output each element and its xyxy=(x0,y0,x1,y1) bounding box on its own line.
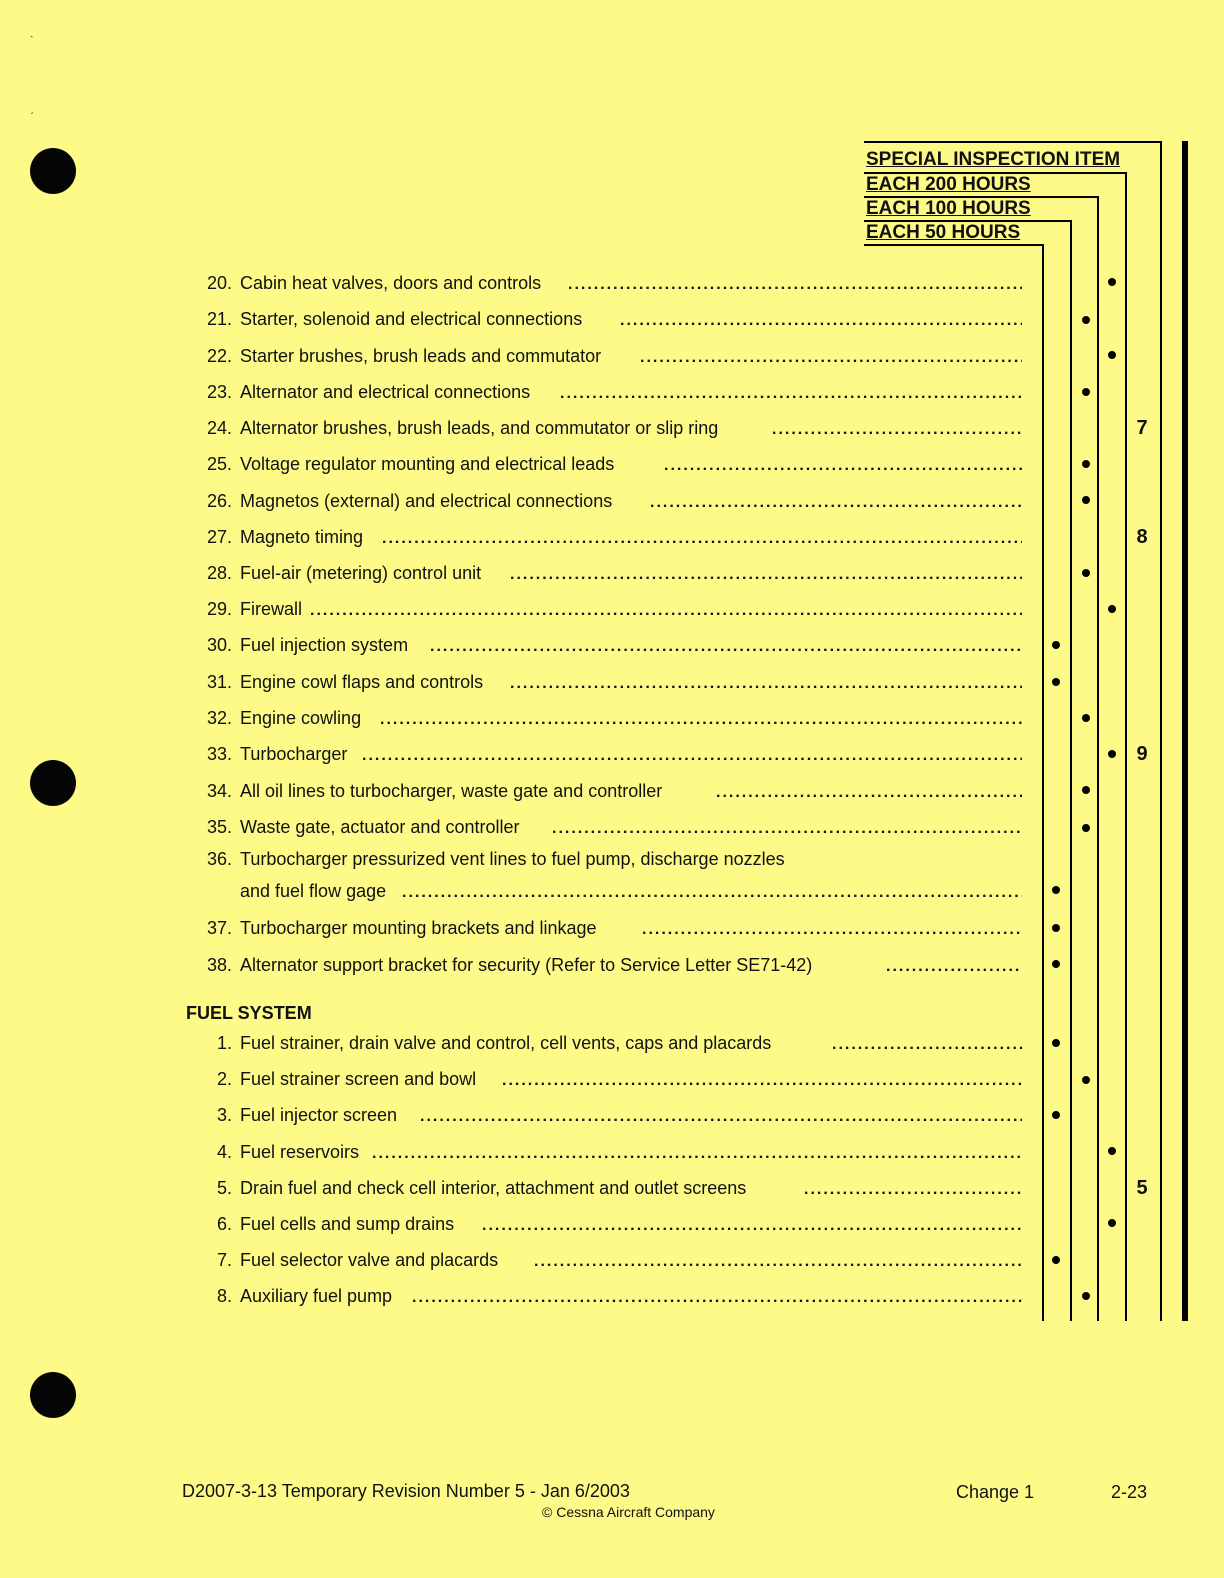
dot-leader xyxy=(430,636,1022,658)
dot-leader xyxy=(640,347,1022,369)
item-text: Firewall xyxy=(240,599,303,619)
item-text: Fuel cells and sump drains xyxy=(240,1214,455,1234)
dot-leader xyxy=(772,419,1022,441)
column-header-special: SPECIAL INSPECTION ITEM xyxy=(866,149,1121,170)
item-number: 6. xyxy=(216,1214,232,1234)
binder-hole-middle xyxy=(30,760,76,806)
item-text: Engine cowl flaps and controls xyxy=(240,672,484,692)
item-number: 28. xyxy=(206,563,232,583)
interval-bullet-100 xyxy=(1082,316,1090,324)
item-text: Fuel reservoirs xyxy=(240,1142,360,1162)
item-number: 38. xyxy=(206,955,232,975)
dot-leader xyxy=(510,564,1022,586)
header-rule-left xyxy=(864,244,1044,246)
dot-leader xyxy=(886,956,1022,978)
dot-leader xyxy=(412,1287,1022,1309)
item-text: Auxiliary fuel pump xyxy=(240,1286,393,1306)
item-number: 23. xyxy=(206,382,232,402)
dot-leader xyxy=(568,274,1022,296)
dot-leader xyxy=(310,600,1022,622)
item-number: 25. xyxy=(206,454,232,474)
interval-bullet-200 xyxy=(1108,1147,1116,1155)
item-text: Waste gate, actuator and controller xyxy=(240,817,520,837)
scan-speck: ˏ xyxy=(30,103,34,115)
item-text: Fuel injection system xyxy=(240,635,409,655)
item-number: 37. xyxy=(206,918,232,938)
dot-leader xyxy=(650,492,1022,514)
item-number: 4. xyxy=(216,1142,232,1162)
item-number: 29. xyxy=(206,599,232,619)
item-text: Alternator brushes, brush leads, and commutator or slip ring xyxy=(240,418,719,438)
item-number: 35. xyxy=(206,817,232,837)
dot-leader xyxy=(362,745,1022,767)
interval-bullet-200 xyxy=(1108,1219,1116,1227)
binder-hole-bottom xyxy=(30,1372,76,1418)
change-bar xyxy=(1182,141,1188,1321)
interval-bullet-200 xyxy=(1108,351,1116,359)
item-text: All oil lines to turbocharger, waste gate and controller xyxy=(240,781,663,801)
dot-leader xyxy=(560,383,1022,405)
item-number: 2. xyxy=(216,1069,232,1089)
interval-bullet-50 xyxy=(1052,1111,1060,1119)
interval-bullet-50 xyxy=(1052,678,1060,686)
column-header-200-hours: EACH 200 HOURS xyxy=(866,174,1031,195)
item-text: Fuel strainer screen and bowl xyxy=(240,1069,477,1089)
binder-hole-top xyxy=(30,148,76,194)
interval-bullet-100 xyxy=(1082,569,1090,577)
interval-bullet-100 xyxy=(1082,714,1090,722)
item-text: Turbocharger pressurized vent lines to fuel pump, discharge nozzles xyxy=(240,849,785,869)
item-number: 21. xyxy=(206,309,232,329)
item-text: Drain fuel and check cell interior, attachment and outlet screens xyxy=(240,1178,747,1198)
item-text: Alternator and electrical connections xyxy=(240,382,531,402)
dot-leader xyxy=(642,919,1022,941)
special-inspection-reference: 7 xyxy=(1136,417,1148,439)
interval-bullet-50 xyxy=(1052,886,1060,894)
item-number: 20. xyxy=(206,273,232,293)
copyright-notice: © Cessna Aircraft Company xyxy=(542,1504,715,1520)
dot-leader xyxy=(382,528,1022,550)
dot-leader xyxy=(534,1251,1022,1273)
special-inspection-reference: 8 xyxy=(1136,526,1148,548)
item-number: 33. xyxy=(206,744,232,764)
interval-bullet-100 xyxy=(1082,460,1090,468)
dot-leader xyxy=(420,1106,1022,1128)
interval-bullet-50 xyxy=(1052,924,1060,932)
item-text: Voltage regulator mounting and electrical leads xyxy=(240,454,615,474)
special-inspection-reference: 5 xyxy=(1136,1177,1148,1199)
interval-bullet-100 xyxy=(1082,786,1090,794)
dot-leader xyxy=(482,1215,1022,1237)
interval-bullet-50 xyxy=(1052,1039,1060,1047)
item-text-continued: and fuel flow gage xyxy=(240,881,387,901)
interval-bullet-50 xyxy=(1052,960,1060,968)
dot-leader xyxy=(402,882,1022,904)
dot-leader xyxy=(510,673,1022,695)
special-column-line xyxy=(1160,141,1162,1321)
item-text: Engine cowling xyxy=(240,708,362,728)
page-number: 2-23 xyxy=(1111,1482,1148,1502)
item-number: 32. xyxy=(206,708,232,728)
scan-speck: ˋ xyxy=(30,35,34,47)
section-heading: FUEL SYSTEM xyxy=(186,1003,312,1023)
item-number: 30. xyxy=(206,635,232,655)
item-number: 1. xyxy=(216,1033,232,1053)
change-number: Change 1 xyxy=(956,1482,1035,1502)
interval-bullet-200 xyxy=(1108,278,1116,286)
item-number: 24. xyxy=(206,418,232,438)
item-number: 34. xyxy=(206,781,232,801)
item-text: Fuel injector screen xyxy=(240,1105,398,1125)
item-text: Starter brushes, brush leads and commutator xyxy=(240,346,602,366)
interval-bullet-50 xyxy=(1052,1256,1060,1264)
interval-bullet-200 xyxy=(1108,750,1116,758)
item-number: 36. xyxy=(206,849,232,869)
special-inspection-reference: 9 xyxy=(1136,743,1148,765)
dot-leader xyxy=(380,709,1022,731)
column-left-line xyxy=(1042,244,1044,1321)
item-text: Alternator support bracket for security (Refer to Service Letter SE71-42) xyxy=(240,955,813,975)
item-number: 7. xyxy=(216,1250,232,1270)
item-text: Magnetos (external) and electrical connections xyxy=(240,491,613,511)
item-text: Fuel-air (metering) control unit xyxy=(240,563,482,583)
dot-leader xyxy=(832,1034,1022,1056)
interval-bullet-100 xyxy=(1082,1292,1090,1300)
column-200-line xyxy=(1125,172,1127,1321)
column-50-line xyxy=(1070,220,1072,1321)
dot-leader xyxy=(620,310,1022,332)
dot-leader xyxy=(552,818,1022,840)
dot-leader xyxy=(372,1143,1022,1165)
item-text: Turbocharger mounting brackets and linkage xyxy=(240,918,597,938)
item-text: Fuel selector valve and placards xyxy=(240,1250,499,1270)
document-revision: D2007-3-13 Temporary Revision Number 5 - Jan 6/2003 xyxy=(182,1481,630,1501)
item-text: Magneto timing xyxy=(240,527,364,547)
interval-bullet-100 xyxy=(1082,824,1090,832)
dot-leader xyxy=(716,782,1022,804)
item-number: 26. xyxy=(206,491,232,511)
dot-leader xyxy=(664,455,1022,477)
item-number: 3. xyxy=(216,1105,232,1125)
interval-bullet-100 xyxy=(1082,388,1090,396)
item-number: 5. xyxy=(216,1178,232,1198)
item-number: 27. xyxy=(206,527,232,547)
item-number: 31. xyxy=(206,672,232,692)
item-text: Turbocharger xyxy=(240,744,348,764)
interval-bullet-200 xyxy=(1108,605,1116,613)
header-top-rule xyxy=(864,141,1162,143)
column-100-line xyxy=(1097,196,1099,1321)
column-header-50-hours: EACH 50 HOURS xyxy=(866,222,1021,243)
interval-bullet-50 xyxy=(1052,641,1060,649)
dot-leader xyxy=(502,1070,1022,1092)
item-number: 8. xyxy=(216,1286,232,1306)
item-number: 22. xyxy=(206,346,232,366)
column-header-100-hours: EACH 100 HOURS xyxy=(866,198,1031,219)
interval-bullet-100 xyxy=(1082,1076,1090,1084)
interval-bullet-100 xyxy=(1082,496,1090,504)
item-text: Starter, solenoid and electrical connections xyxy=(240,309,583,329)
dot-leader xyxy=(804,1179,1022,1201)
item-text: Cabin heat valves, doors and controls xyxy=(240,273,542,293)
item-text: Fuel strainer, drain valve and control, cell vents, caps and placards xyxy=(240,1033,772,1053)
